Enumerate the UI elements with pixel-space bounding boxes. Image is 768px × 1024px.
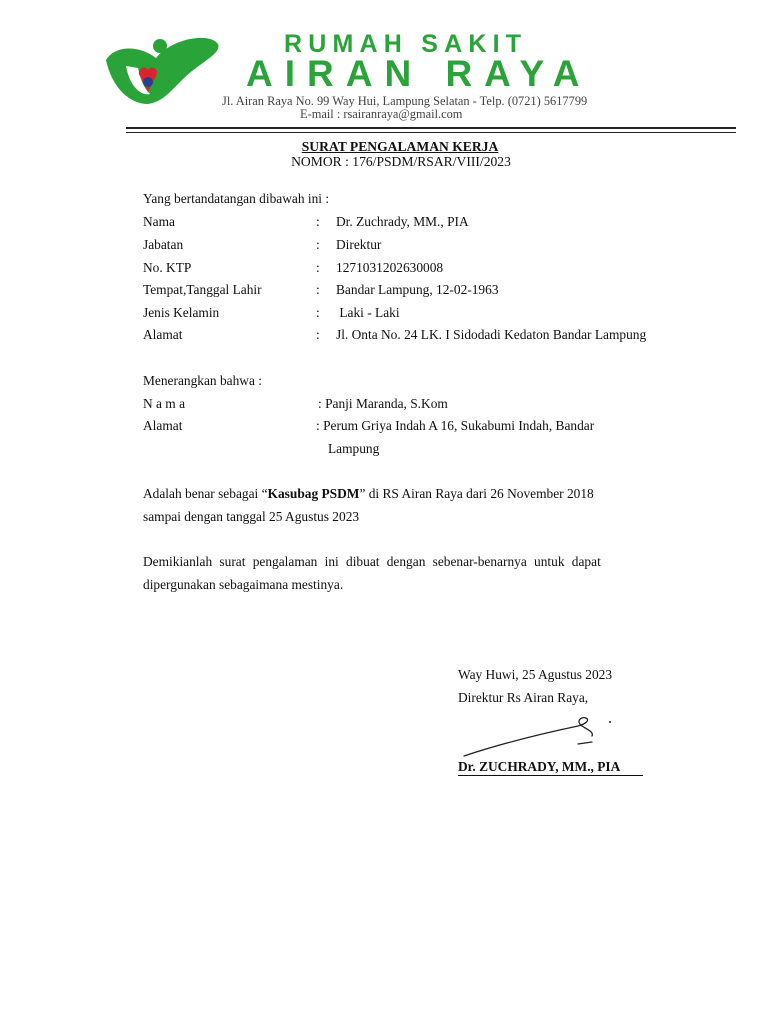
statement-suffix: ” di RS Airan Raya dari 26 November 2018 (359, 486, 594, 501)
document-number: NOMOR : 176/PSDM/RSAR/VIII/2023 (291, 154, 511, 169)
signatory-colon: : (316, 327, 320, 342)
signatory-colon: : (316, 214, 320, 229)
hospital-logo (100, 36, 222, 106)
statement-line2: sampai dengan tanggal 25 Agustus 2023 (143, 509, 360, 524)
employee-address-value-line2: Lampung (328, 441, 380, 456)
signatory-colon: : (316, 282, 320, 297)
employee-intro: Menerangkan bahwa : (143, 373, 262, 388)
hospital-name-line1: RUMAH SAKIT (284, 30, 528, 58)
employee-address-label: Alamat (143, 418, 183, 433)
signatory-colon: : (316, 237, 320, 252)
signatory-value-ktp: 1271031202630008 (336, 260, 444, 275)
signatory-value-ttl: Bandar Lampung, 12-02-1963 (336, 282, 499, 297)
signatory-colon: : (316, 260, 320, 275)
signatory-label-alamat: Alamat (143, 327, 183, 342)
signature-stroke-underline (578, 742, 592, 744)
signatory-intro: Yang bertandatangan dibawah ini : (143, 191, 330, 206)
signatory-label-jabatan: Jabatan (143, 237, 184, 252)
hospital-name-line2: AIRAN RAYA (246, 53, 592, 94)
statement-line1 (143, 486, 594, 502)
signatory-value-gender: Laki - Laki (336, 305, 400, 320)
signatory-label-gender: Jenis Kelamin (143, 305, 220, 320)
signatory-label-ktp: No. KTP (143, 260, 192, 275)
signature-dot (609, 721, 611, 723)
statement-prefix: Adalah benar sebagai “ (143, 486, 268, 501)
employee-name-label: N a m a (143, 396, 186, 411)
header-rule-thick (126, 127, 736, 129)
signatory-value-alamat: Jl. Onta No. 24 LK. I Sidodadi Kedaton Bandar Lampung (336, 327, 647, 342)
handwritten-signature (460, 710, 620, 760)
employee-address-value-line1: : Perum Griya Indah A 16, Sukabumi Indah, Bandar (316, 418, 595, 433)
signature-stroke-main (464, 718, 592, 756)
header-rule-thin (126, 132, 736, 133)
signatory-label-ttl: Tempat,Tanggal Lahir (143, 282, 262, 297)
signature-place-date: Way Huwi, 25 Agustus 2023 (458, 667, 613, 682)
employee-name-value: : Panji Maranda, S.Kom (318, 396, 448, 411)
signatory-value-jabatan: Direktur (336, 237, 382, 252)
logo-green-dot (153, 39, 167, 53)
signatory-colon: : (316, 305, 320, 320)
signature-role: Direktur Rs Airan Raya, (458, 690, 589, 705)
logo-blue-mark (143, 77, 153, 87)
closing-line2: dipergunakan sebagaimana mestinya. (143, 577, 344, 592)
signature-name: Dr. ZUCHRADY, MM., PIA (458, 759, 621, 774)
document-title: SURAT PENGALAMAN KERJA (301, 139, 499, 154)
statement-position: Kasubag PSDM (267, 486, 360, 501)
signature-name-underline (458, 775, 643, 776)
closing-line1: Demikianlah surat pengalaman ini dibuat dengan sebenar-benarnya untuk dapat (143, 554, 601, 569)
signatory-value-nama: Dr. Zuchrady, MM., PIA (336, 214, 469, 229)
hospital-email: E-mail : rsairanraya@gmail.com (300, 107, 463, 121)
signatory-label-nama: Nama (143, 214, 175, 229)
hospital-address: Jl. Airan Raya No. 99 Way Hui, Lampung Selatan - Telp. (0721) 5617799 (222, 94, 588, 108)
